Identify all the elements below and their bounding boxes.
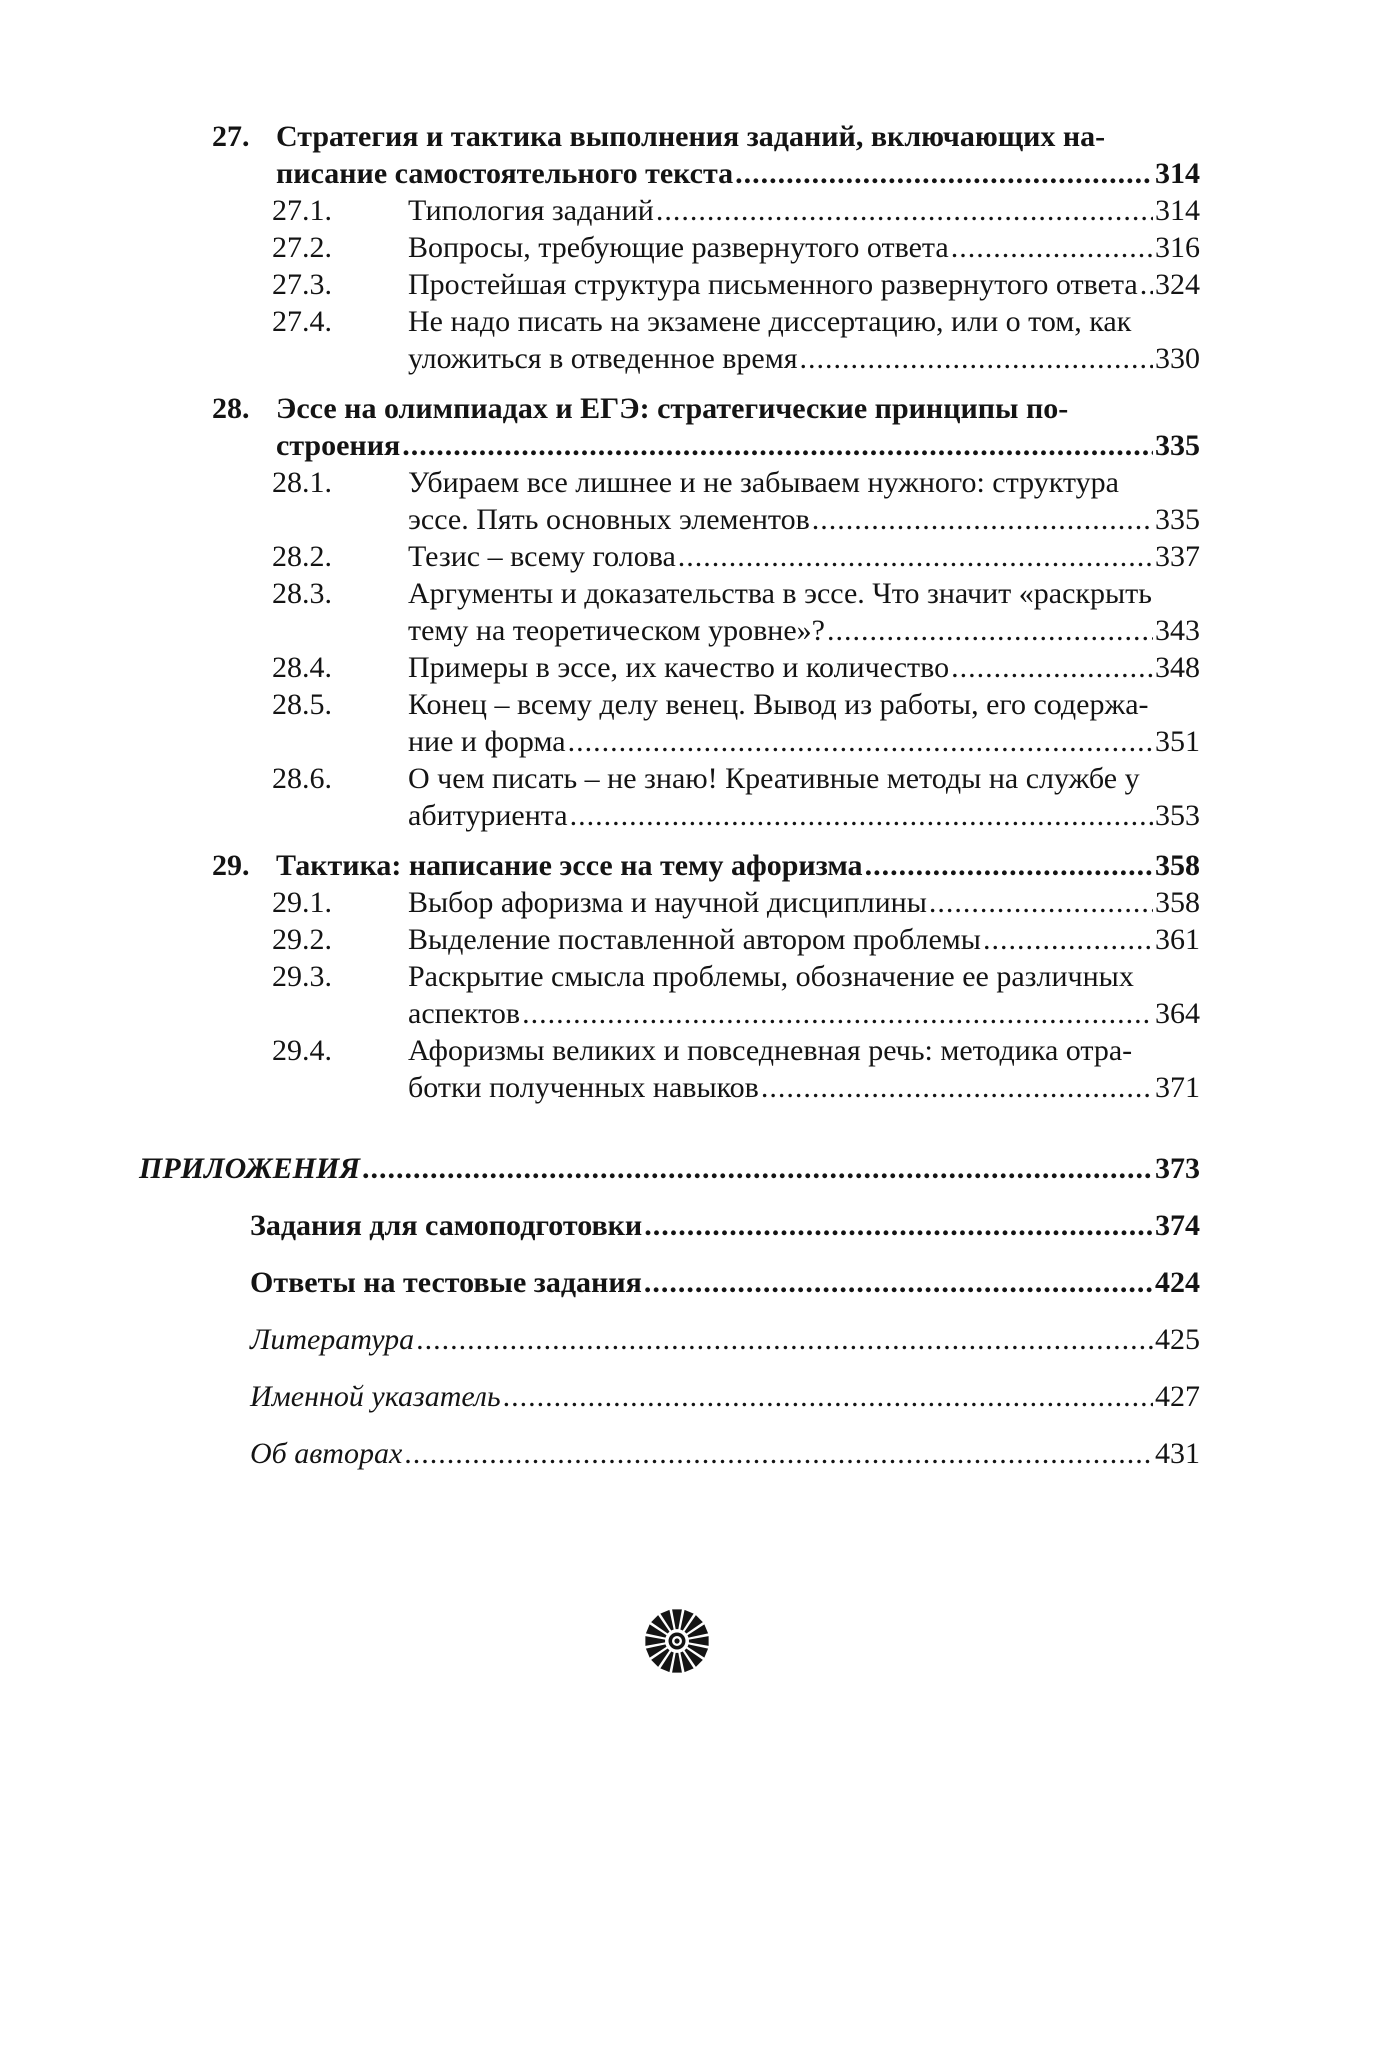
section-title-line2: абитуриента (408, 799, 568, 832)
dot-leader (865, 847, 1153, 884)
appendix-item-title: Об авторах (250, 1437, 403, 1470)
dot-leader (568, 723, 1153, 760)
toc-section-29-1[interactable] (212, 884, 1200, 921)
page-number: 353 (1155, 799, 1200, 832)
section-number: 27.3. (272, 268, 332, 301)
dot-leader (656, 192, 1153, 229)
section-title: Выбор афоризма и научной дисциплины (408, 886, 927, 919)
page-number: 374 (1155, 1209, 1200, 1242)
chapter-number: 29. (212, 849, 250, 882)
toc-section-28-2[interactable] (212, 538, 1200, 575)
page-number: 371 (1155, 1071, 1200, 1104)
section-number: 29.3. (272, 960, 332, 993)
section-number: 28.4. (272, 651, 332, 684)
toc-section-29-4[interactable] (212, 1032, 1200, 1106)
appendix-item-title: Ответы на тестовые задания (250, 1266, 642, 1299)
section-number: 28.6. (272, 762, 332, 795)
dot-leader (951, 229, 1153, 266)
section-title-line1: Убираем все лишнее и не забываем нужного: структура (408, 466, 1119, 499)
toc-section-27-1[interactable] (212, 192, 1200, 229)
page-number: 431 (1155, 1437, 1200, 1470)
toc-section-28-1[interactable] (212, 464, 1200, 538)
sunburst-ornament-icon (644, 1608, 710, 1674)
dot-leader (951, 649, 1153, 686)
section-title-line1: Аргументы и доказательства в эссе. Что значит «раскрыть (408, 577, 1152, 610)
dot-leader (929, 884, 1153, 921)
section-title: Простейшая структура письменного развернутого ответа (408, 268, 1138, 301)
dot-leader (404, 1435, 1153, 1472)
section-title-line2: уложиться в отведенное время (408, 342, 798, 375)
section-number: 27.2. (272, 231, 332, 264)
dot-leader (827, 612, 1153, 649)
page-number: 337 (1155, 540, 1200, 573)
section-number: 27.4. (272, 305, 332, 338)
toc-section-27-3[interactable] (212, 266, 1200, 303)
chapter-number: 28. (212, 392, 250, 425)
section-title-line1: Раскрытие смысла проблемы, обозначение ее различных (408, 960, 1134, 993)
toc-appendix-item-name-index[interactable] (212, 1378, 1200, 1415)
appendix-title: ПРИЛОЖЕНИЯ (139, 1152, 360, 1185)
page-number: 358 (1155, 886, 1200, 919)
section-number: 28.2. (272, 540, 332, 573)
toc-section-28-6[interactable] (212, 760, 1200, 834)
toc-chapter-28[interactable] (212, 390, 1200, 464)
chapter-title-line2: строения (276, 429, 401, 462)
chapter-title: Тактика: написание эссе на тему афоризма (276, 849, 863, 882)
section-number: 28.5. (272, 688, 332, 721)
toc-section-27-4[interactable] (212, 303, 1200, 377)
page-number: 314 (1155, 194, 1200, 227)
dot-leader (402, 427, 1153, 464)
page-number: 424 (1155, 1266, 1200, 1299)
appendix-item-title: Задания для самоподготовки (250, 1209, 643, 1242)
section-number: 28.3. (272, 577, 332, 610)
page-number: 314 (1155, 157, 1200, 190)
section-title-line2: аспектов (408, 997, 521, 1030)
page-number: 330 (1155, 342, 1200, 375)
dot-leader (416, 1321, 1153, 1358)
appendix-item-title: Именной указатель (250, 1380, 501, 1413)
section-number: 29.2. (272, 923, 332, 956)
dot-leader (522, 995, 1153, 1032)
toc-section-28-4[interactable] (212, 649, 1200, 686)
section-number: 29.4. (272, 1034, 332, 1067)
toc-section-29-2[interactable] (212, 921, 1200, 958)
dot-leader (644, 1207, 1153, 1244)
section-title-line1: Конец – всему делу венец. Вывод из работы, его содержа- (408, 688, 1149, 721)
section-title-line1: О чем писать – не знаю! Креативные методы на службе у (408, 762, 1140, 795)
toc-section-28-5[interactable] (212, 686, 1200, 760)
section-number: 27.1. (272, 194, 332, 227)
dot-leader (570, 797, 1153, 834)
table-of-contents (139, 118, 1200, 1472)
chapter-title-line2: писание самостоятельного текста (276, 157, 734, 190)
dot-leader (800, 340, 1153, 377)
toc-chapter-29[interactable] (212, 847, 1200, 884)
section-title-line2: ние и форма (408, 725, 566, 758)
page-number: 343 (1155, 614, 1200, 647)
section-number: 29.1. (272, 886, 332, 919)
chapter-title-line1: Стратегия и тактика выполнения заданий, включающих на- (276, 120, 1106, 153)
appendix-item-title: Литература (250, 1323, 415, 1356)
toc-chapter-27[interactable] (212, 118, 1200, 192)
toc-appendix-item-answers[interactable] (212, 1264, 1200, 1301)
page-number: 358 (1155, 849, 1200, 882)
section-title: Вопросы, требующие развернутого ответа (408, 231, 949, 264)
dot-leader (812, 501, 1153, 538)
dot-leader (644, 1264, 1153, 1301)
toc-section-28-3[interactable] (212, 575, 1200, 649)
section-number: 28.1. (272, 466, 332, 499)
dot-leader (761, 1069, 1153, 1106)
toc-appendix[interactable] (139, 1150, 1200, 1187)
page-number: 361 (1155, 923, 1200, 956)
section-title: Примеры в эссе, их качество и количество (408, 651, 950, 684)
page-number: 425 (1155, 1323, 1200, 1356)
page-number: 364 (1155, 997, 1200, 1030)
section-title-line2: ботки полученных навыков (408, 1071, 759, 1104)
section-title: Тезис – всему голова (408, 540, 676, 573)
dot-leader (1140, 266, 1153, 303)
chapter-number: 27. (212, 120, 250, 153)
toc-appendix-item-literature[interactable] (212, 1321, 1200, 1358)
page-number: 335 (1155, 503, 1200, 536)
page-number: 316 (1155, 231, 1200, 264)
section-title: Типология заданий (408, 194, 654, 227)
page-number: 351 (1155, 725, 1200, 758)
page-number: 324 (1155, 268, 1200, 301)
chapter-title-line1: Эссе на олимпиадах и ЕГЭ: стратегические принципы по- (276, 392, 1069, 425)
dot-leader (678, 538, 1153, 575)
page-number: 427 (1155, 1380, 1200, 1413)
dot-leader (362, 1150, 1153, 1187)
section-title-line2: тему на теоретическом уровне»? (408, 614, 825, 647)
toc-appendix-item-tasks[interactable] (212, 1207, 1200, 1244)
dot-leader (735, 155, 1153, 192)
dot-leader (503, 1378, 1153, 1415)
page-number: 373 (1155, 1152, 1200, 1185)
section-title-line2: эссе. Пять основных элементов (408, 503, 810, 536)
dot-leader (983, 921, 1153, 958)
section-title-line1: Не надо писать на экзамене диссертацию, или о том, как (408, 305, 1132, 338)
section-title: Выделение поставленной автором проблемы (408, 923, 981, 956)
toc-section-27-2[interactable] (212, 229, 1200, 266)
section-title-line1: Афоризмы великих и повседневная речь: методика отра- (408, 1034, 1133, 1067)
page-number: 348 (1155, 651, 1200, 684)
toc-appendix-item-authors[interactable] (212, 1435, 1200, 1472)
toc-section-29-3[interactable] (212, 958, 1200, 1032)
page-number: 335 (1155, 429, 1200, 462)
